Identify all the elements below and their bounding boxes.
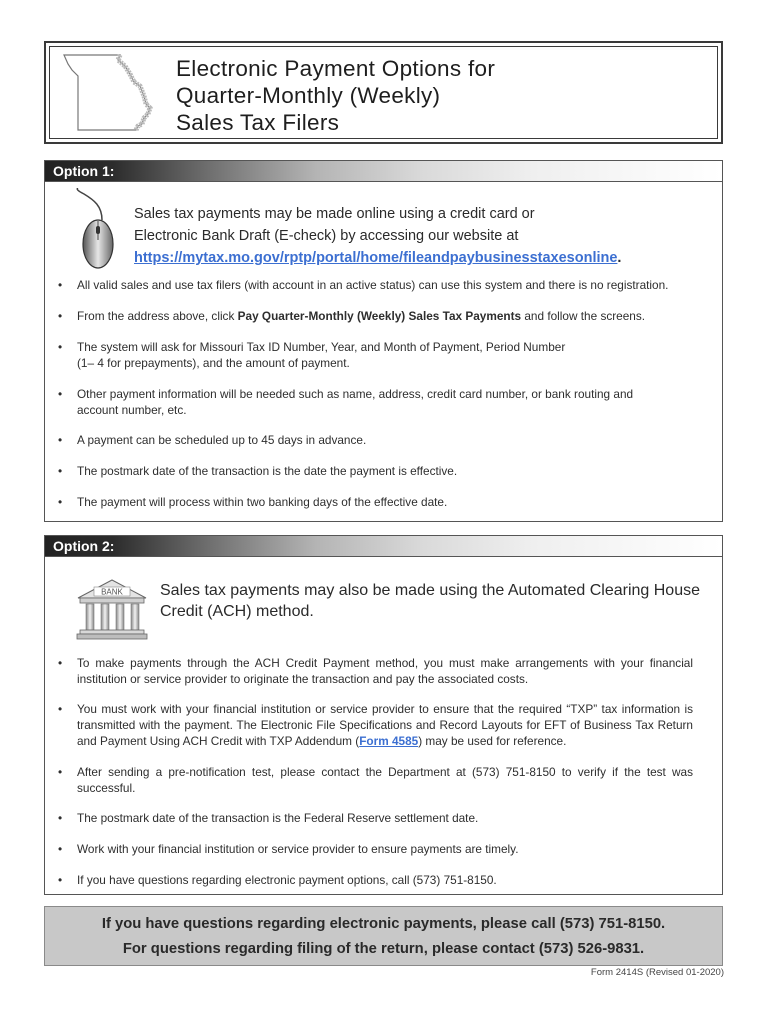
- bullet-text: From the address above, click Pay Quarter-Monthly (Weekly) Sales Tax Payments and follow the screens.: [77, 309, 646, 323]
- bullet-text: To make payments through the ACH Credit Payment method, you must make arrangements with your financial institution or service provider to originate the transaction and pay the associated costs.: [77, 656, 693, 686]
- form-4585-link[interactable]: Form 4585: [359, 734, 419, 748]
- bullet-dot: •: [58, 656, 63, 670]
- contact-line-2: For questions regarding filing of the return, please contact (573) 526-9831.: [122, 941, 645, 957]
- bullet-dot: •: [58, 702, 63, 716]
- bank-building-icon: [76, 578, 148, 640]
- form-id: Form 2414S (Revised 01-2020): [590, 967, 724, 978]
- option-1-label: Option 1:: [53, 163, 115, 179]
- contact-line-1: If you have questions regarding electronic payments, please call (573) 751-8150.: [101, 916, 666, 932]
- option-1-intro-line-1: Sales tax payments may be made online using a credit card or: [134, 206, 535, 222]
- bullet-dot: •: [58, 842, 63, 856]
- option-1-intro-line-3: [134, 247, 621, 269]
- bullet-dot: •: [58, 873, 63, 887]
- option-2-header: [44, 535, 723, 557]
- bullet-text: A payment can be scheduled up to 45 days in advance.: [77, 433, 367, 447]
- bullet-dot: •: [58, 765, 63, 779]
- title-line-3: Sales Tax Filers: [176, 110, 340, 135]
- option-1-header: [44, 160, 723, 182]
- bullet-dot: •: [58, 278, 63, 292]
- bank-sign-text: BANK: [101, 587, 123, 597]
- bullet-text: The payment will process within two banking days of the effective date.: [77, 495, 448, 509]
- option-2-label: Option 2:: [53, 538, 115, 554]
- bullet-text: The system will ask for Missouri Tax ID Number, Year, and Month of Payment, Period Number (1– 4 for prepayments), and the amount of payment.: [77, 340, 566, 370]
- contact-info-box: [44, 906, 723, 966]
- link-period: .: [617, 250, 622, 266]
- bullet-dot: •: [58, 495, 63, 509]
- bullet-dot: •: [58, 340, 63, 354]
- pay-weekly-link-text: Pay Quarter-Monthly (Weekly) Sales Tax Payments: [237, 309, 522, 323]
- bullet-text: Work with your financial institution or service provider to ensure payments are timely.: [77, 842, 519, 856]
- missouri-map-icon: [60, 52, 160, 134]
- bullet-dot: •: [58, 464, 63, 478]
- bullet-text: You must work with your financial institution or service provider to ensure that the required “TXP” tax information is transmitted with the payment. The Electronic File Specifications and Record Layouts for EFT of Business Tax Return and Payment Using ACH Credit with TXP Addendum (Form 4585) may be used for reference.: [77, 702, 693, 748]
- bullet-text: The postmark date of the transaction is the Federal Reserve settlement date.: [77, 811, 479, 825]
- bullet-dot: •: [58, 811, 63, 825]
- title-line-1: Electronic Payment Options for: [176, 56, 496, 81]
- option-1-intro-line-2: Electronic Bank Draft (E-check) by accessing our website at: [134, 228, 519, 244]
- bullet-dot: •: [58, 309, 63, 323]
- title-line-2: Quarter-Monthly (Weekly): [176, 83, 441, 108]
- bullet-dot: •: [58, 433, 63, 447]
- option-2-intro: Sales tax payments may also be made using the Automated Clearing House Credit (ACH) method.: [160, 582, 700, 620]
- bullet-text: If you have questions regarding electronic payment options, call (573) 751-8150.: [77, 873, 497, 887]
- bullet-dot: •: [58, 387, 63, 401]
- mytax-website-link[interactable]: https://mytax.mo.gov/rptp/portal/home/fileandpaybusinesstaxesonline: [134, 250, 618, 266]
- bullet-text: The postmark date of the transaction is the date the payment is effective.: [77, 464, 458, 478]
- bullet-text: After sending a pre-notification test, please contact the Department at (573) 751-8150 to verify if the test was successful.: [77, 765, 693, 795]
- bullet-text: Other payment information will be needed such as name, address, credit card number, or bank routing and account number, etc.: [77, 387, 634, 417]
- computer-mouse-icon: [72, 188, 120, 270]
- bullet-text: All valid sales and use tax filers (with account in an active status) can use this system and there is no registration.: [77, 278, 669, 292]
